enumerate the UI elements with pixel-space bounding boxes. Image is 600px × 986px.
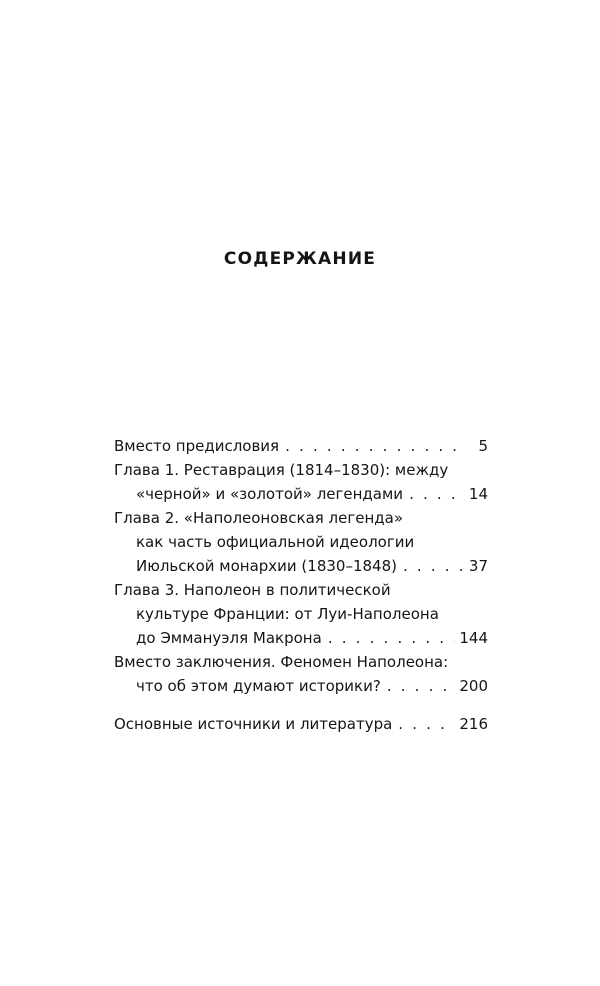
toc-entry-label: «черной» и «золотой» легендами: [136, 485, 404, 503]
toc-entry-label: Вместо заключения. Феномен Наполеона:: [114, 653, 449, 671]
toc-entry-label: Глава 1. Реставрация (1814–1830): между: [114, 461, 449, 479]
toc-entry-label: Основные источники и литература: [114, 715, 393, 733]
toc-spacer: [114, 698, 488, 712]
toc-leader-dots: [398, 712, 455, 736]
page-title: СОДЕРЖАНИЕ: [223, 249, 377, 269]
toc-entry-label: Вместо предисловия: [114, 437, 280, 455]
toc-entry-chapter-1: [114, 458, 488, 482]
toc-leader-dots: [285, 434, 464, 458]
toc-entry-chapter-2-cont: [114, 554, 488, 578]
toc-page-number: 14: [468, 485, 488, 503]
toc-entry-label: что об этом думают историки?: [136, 677, 381, 695]
toc-entry-chapter-1-cont: [114, 482, 488, 506]
toc-leader-dots: [387, 674, 456, 698]
toc-leader-dots: [328, 626, 456, 650]
toc-entry-chapter-3: [114, 578, 488, 602]
toc-entry-label: Глава 2. «Наполеоновская легенда»: [114, 509, 404, 527]
toc-entry-chapter-3-cont: [114, 626, 488, 650]
toc-entry-label: Июльской монархии (1830–1848): [136, 557, 397, 575]
toc-entry-label: как часть официальной идеологии: [136, 533, 415, 551]
toc-entry-conclusion: [114, 650, 488, 674]
toc-entry-chapter-2-cont: [114, 530, 488, 554]
toc-entry-sources: [114, 712, 488, 736]
toc-page-number: 200: [459, 677, 488, 695]
toc-entry-label: культуре Франции: от Луи-Наполеона: [136, 605, 439, 623]
table-of-contents: [114, 434, 488, 736]
toc-entry-chapter-2: [114, 506, 488, 530]
toc-entry-chapter-3-cont: [114, 602, 488, 626]
toc-page-number: 37: [468, 557, 488, 575]
toc-leader-dots: [409, 482, 464, 506]
toc-page-number: 5: [478, 437, 488, 455]
toc-leader-dots: [403, 554, 464, 578]
toc-entry-conclusion-cont: [114, 674, 488, 698]
toc-entry-foreword: [114, 434, 488, 458]
toc-entry-label: Глава 3. Наполеон в политической: [114, 581, 391, 599]
toc-entry-label: до Эммануэля Макрона: [136, 629, 322, 647]
toc-page-number: 144: [459, 629, 488, 647]
toc-page-number: 216: [459, 715, 488, 733]
